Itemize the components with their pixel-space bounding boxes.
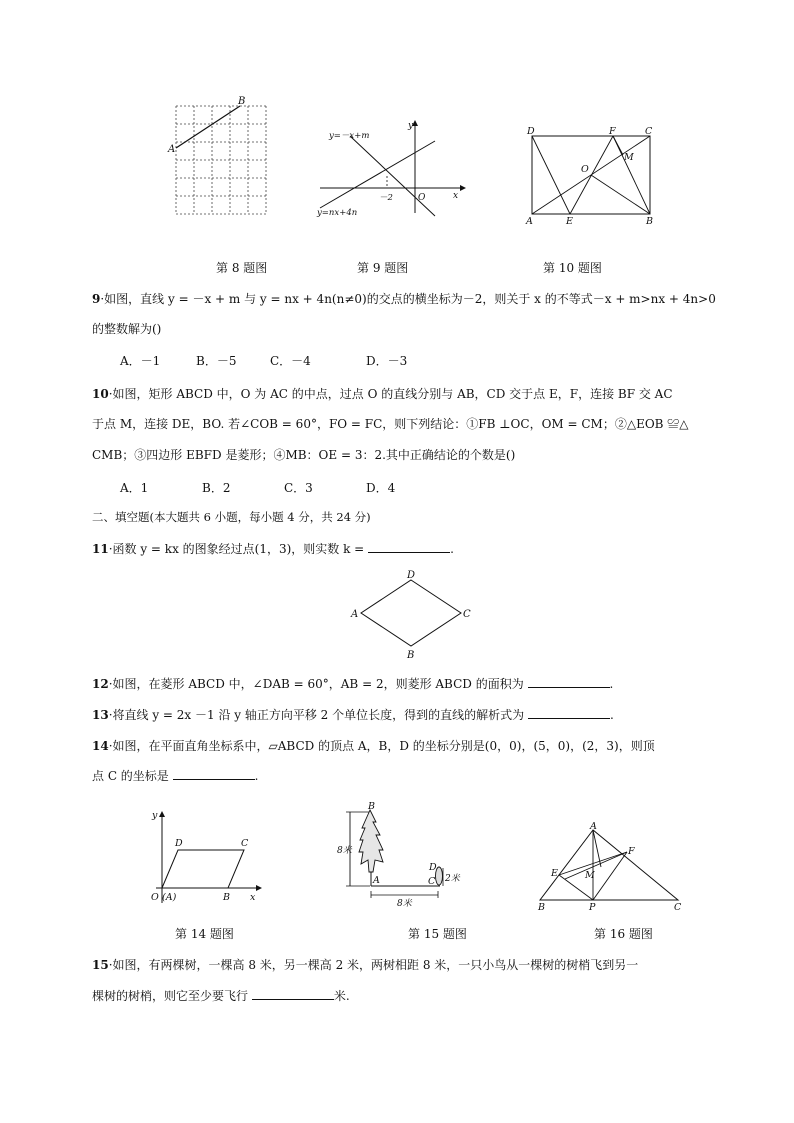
fig10-label-d: D — [527, 126, 535, 137]
fig14-label-d: D — [175, 838, 183, 849]
fig14-parallelogram-figure — [148, 808, 273, 908]
q11-text — [92, 540, 454, 557]
q9-number: 9 — [92, 292, 101, 306]
fig9-label-xval: －2 — [379, 193, 393, 203]
fig8-grid-figure — [168, 96, 280, 220]
q11-number: 11 — [92, 542, 109, 556]
fig9-lines-figure — [315, 118, 465, 218]
fig10-label-f: F — [609, 126, 616, 137]
q10-option-a: A．1 — [120, 481, 149, 495]
fig8-label-a: A — [168, 144, 176, 155]
fig15-label-h8: 8米 — [337, 846, 352, 856]
fig8-label-b: B — [238, 96, 246, 107]
q10-number: 10 — [92, 387, 109, 401]
q13-number: 13 — [92, 708, 109, 722]
fig14-label-x: x — [250, 892, 256, 903]
section-heading: 二、填空题(本大题共 6 小题，每小题 4 分，共 24 分) — [92, 510, 371, 524]
fig16-label-a: A — [590, 821, 597, 832]
fig16-label-b: B — [538, 902, 545, 913]
q9-option-d: D．－3 — [366, 354, 408, 368]
q10-line2: 于点 M，连接 DE，BO. 若∠COB = 60°，FO = FC，则下列结论：①FB ⊥OC，OM = CM；②△EOB ≌△ — [92, 417, 689, 431]
fig10-label-c: C — [645, 126, 653, 137]
q13-text — [92, 706, 614, 723]
q15-line2-row — [92, 987, 350, 1004]
fig14-label-b: B — [223, 892, 230, 903]
fig15-trees-figure — [335, 800, 475, 910]
fig16-label-p: P — [589, 902, 596, 913]
q12-body: ·如图，在菱形 ABCD 中，∠DAB = 60°，AB = 2，则菱形 ABCD 的面积为 — [108, 677, 524, 691]
fig15-label-c: C — [428, 876, 436, 887]
fig14-label-c: C — [241, 838, 249, 849]
q15-number: 15 — [92, 958, 109, 972]
fig16-triangle-figure — [535, 821, 685, 913]
fig15-tall-tree-icon — [359, 810, 383, 872]
fig9-label-x: x — [453, 191, 459, 201]
fig9-label-line1: y=－x+m — [329, 131, 370, 141]
fig15-caption: 第 15 题图 — [408, 927, 467, 941]
q14-text — [92, 737, 655, 754]
q12-answer-blank[interactable] — [528, 675, 610, 688]
fig12-rhombus-figure — [350, 570, 475, 660]
fig10-rectangle-figure — [525, 125, 660, 225]
q15-end: 米. — [333, 989, 350, 1003]
q9-option-a: A．－1 — [120, 354, 161, 368]
fig10-caption: 第 10 题图 — [543, 261, 602, 275]
fig16-caption: 第 16 题图 — [594, 927, 653, 941]
fig16-label-e: E — [551, 868, 558, 879]
fig14-label-a: (A) — [162, 892, 177, 903]
q13-body: ·将直线 y = 2x －1 沿 y 轴正方向平移 2 个单位长度，得到的直线的解析式为 — [108, 708, 525, 722]
fig16-label-m: M — [585, 870, 595, 881]
fig12-label-d: D — [407, 570, 416, 581]
q14-end: . — [254, 769, 259, 783]
q9-text — [92, 290, 716, 307]
fig10-label-m: M — [624, 152, 634, 163]
q15-line1: ·如图，有两棵树，一棵高 8 米，另一棵高 2 米，两树相距 8 米，一只小鸟从一棵树的树梢飞到另一 — [108, 958, 639, 972]
q14-answer-blank[interactable] — [173, 767, 255, 780]
q10-line3: CMB；③四边形 EBFD 是菱形；④MB：OE = 3：2.其中正确结论的个数是() — [92, 448, 516, 462]
fig16-label-f: F — [628, 846, 635, 857]
q11-end: . — [450, 542, 454, 556]
fig12-label-c: C — [463, 609, 471, 620]
q9-option-c: C．－4 — [270, 354, 311, 368]
fig9-label-y: y — [408, 121, 414, 131]
fig14-caption: 第 14 题图 — [175, 927, 234, 941]
q10-text — [92, 385, 673, 402]
q9-line2: 的整数解为() — [92, 322, 162, 336]
q9-option-b: B．－5 — [196, 354, 237, 368]
q13-answer-blank[interactable] — [528, 706, 610, 719]
fig9-label-origin: O — [418, 193, 426, 203]
q14-line2-row — [92, 767, 258, 784]
q11-body: ·函数 y = kx 的图象经过点(1，3)，则实数 k = — [108, 542, 365, 556]
fig10-label-b: B — [646, 216, 653, 227]
q10-option-d: D．4 — [366, 481, 396, 495]
fig12-label-b: B — [407, 650, 415, 661]
q12-end: . — [609, 677, 614, 691]
fig15-label-b: B — [368, 801, 375, 812]
fig12-label-a: A — [351, 609, 359, 620]
q10-option-c: C．3 — [284, 481, 313, 495]
q14-number: 14 — [92, 739, 109, 753]
fig9-caption: 第 9 题图 — [357, 261, 409, 275]
fig14-label-o: O — [151, 892, 159, 903]
q13-end: . — [609, 708, 614, 722]
q10-line1: ·如图，矩形 ABCD 中，O 为 AC 的中点，过点 O 的直线分别与 AB，CD 交于点 E，F，连接 BF 交 AC — [108, 387, 673, 401]
fig10-label-o: O — [581, 164, 589, 175]
fig10-label-a: A — [526, 216, 533, 227]
fig15-label-d: D — [429, 862, 437, 873]
q12-text — [92, 675, 613, 692]
q15-answer-blank[interactable] — [252, 987, 334, 1000]
q12-number: 12 — [92, 677, 109, 691]
q14-line2: 点 C 的坐标是 — [92, 769, 169, 783]
q14-line1: ·如图，在平面直角坐标系中，▱ABCD 的顶点 A，B，D 的坐标分别是(0，0)，(5，0)，(2，3)，则顶 — [108, 739, 655, 753]
fig10-label-e: E — [566, 216, 573, 227]
fig9-label-line2: y=nx+4n — [317, 208, 358, 218]
q15-line2: 棵树的树梢，则它至少要飞行 — [92, 989, 249, 1003]
q10-option-b: B．2 — [202, 481, 231, 495]
q11-answer-blank[interactable] — [368, 540, 450, 553]
q15-text — [92, 956, 638, 973]
fig8-caption: 第 8 题图 — [216, 261, 268, 275]
fig16-label-c: C — [674, 902, 682, 913]
q9-line1: ·如图，直线 y = －x + m 与 y = nx + 4n(n≠0)的交点的横坐标为－2，则关于 x 的不等式－x + m>nx + 4n>0 — [100, 292, 716, 306]
fig15-label-h2: 2米 — [445, 874, 460, 884]
fig15-label-a: A — [373, 875, 380, 886]
fig14-label-y: y — [152, 810, 158, 821]
fig15-label-w8: 8米 — [397, 899, 412, 909]
